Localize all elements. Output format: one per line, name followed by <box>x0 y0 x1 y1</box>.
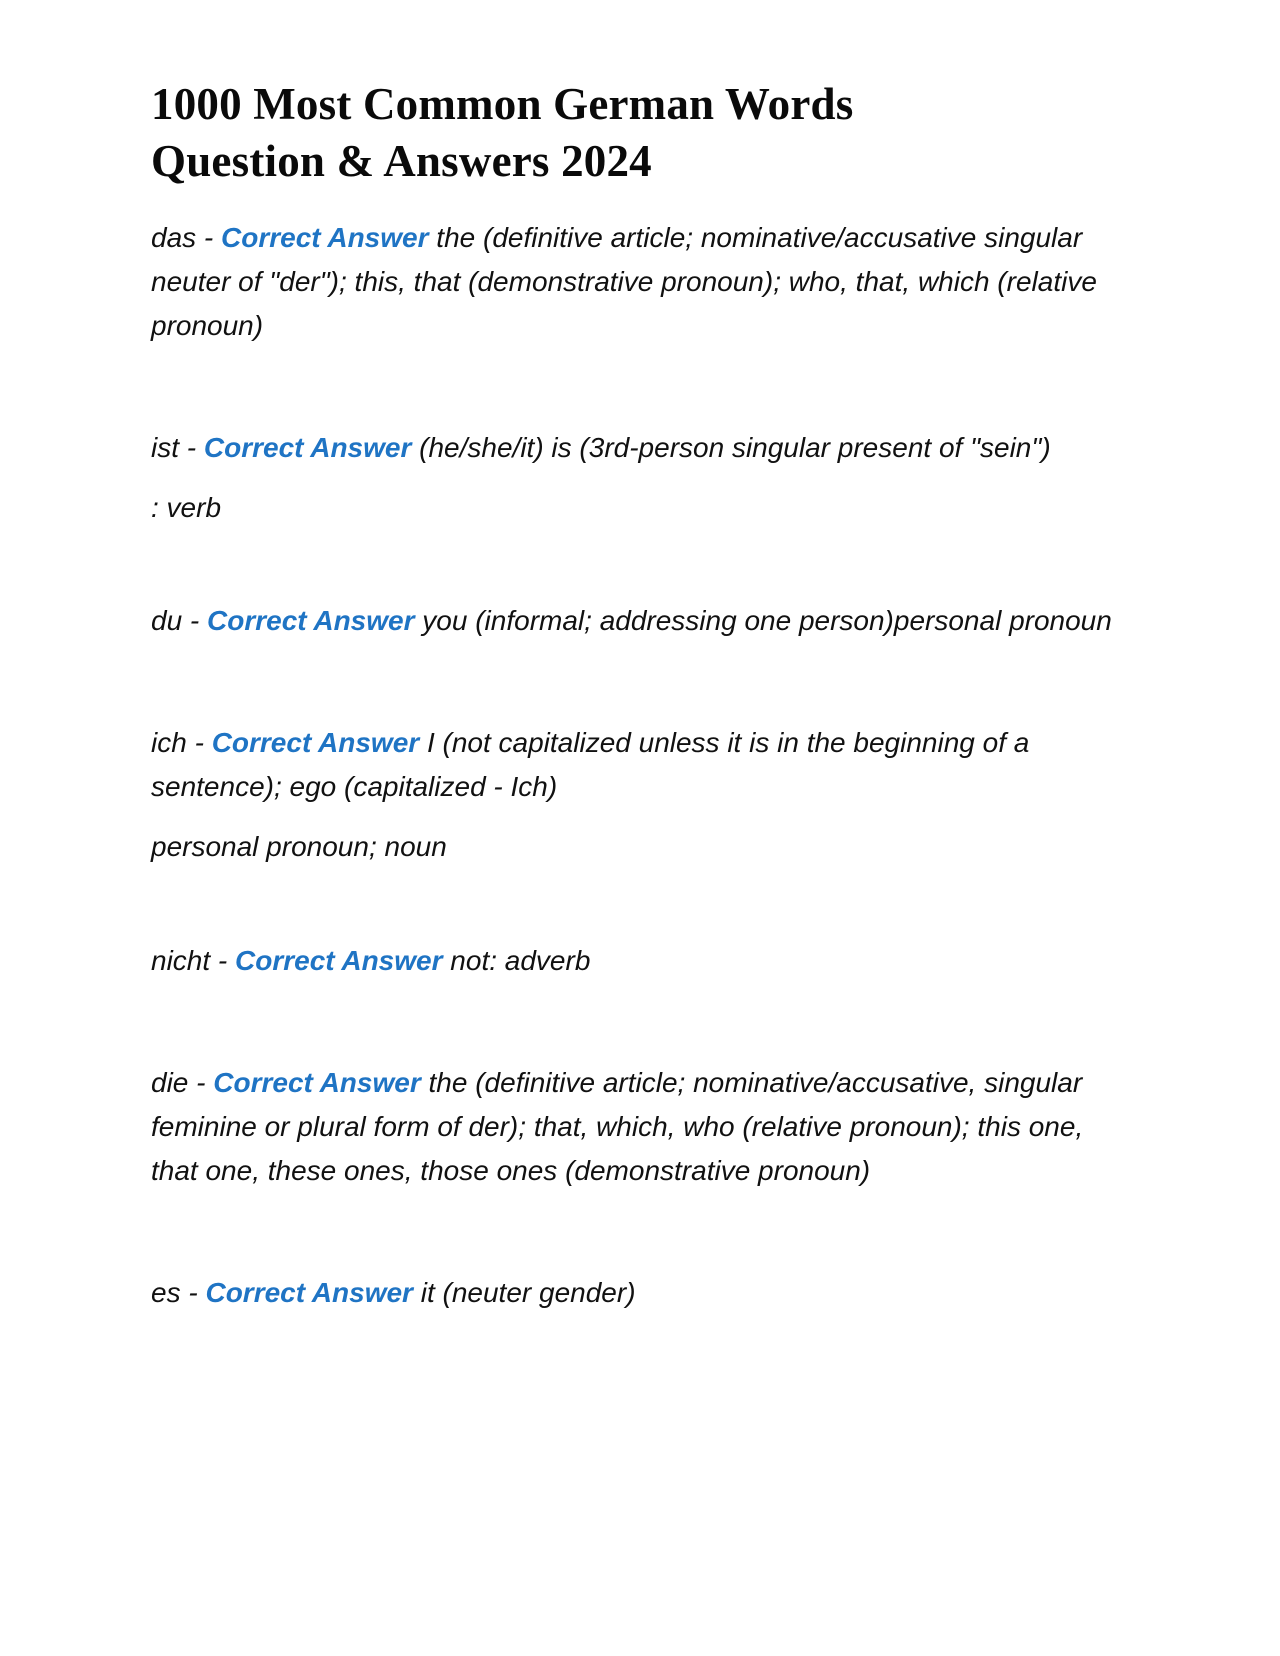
entry-term: die - <box>151 1067 214 1098</box>
qa-entry-ich <box>151 721 1131 869</box>
entry-term: das - <box>151 222 222 253</box>
entry-term: es - <box>151 1277 206 1308</box>
qa-entry-die <box>151 1061 1131 1193</box>
document-page <box>151 76 1131 1315</box>
correct-answer-label: Correct Answer <box>205 1277 413 1308</box>
entry-term: ist - <box>151 432 204 463</box>
entry-extra-note: personal pronoun; noun <box>151 831 447 862</box>
entry-definition: (he/she/it) is (3rd-person singular present of "sein") <box>419 432 1051 463</box>
entry-question-line <box>151 216 1131 348</box>
correct-answer-label: Correct Answer <box>213 1067 421 1098</box>
qa-entry-ist <box>151 426 1131 530</box>
entry-definition: the (definitive article; nominative/accusative, singular feminine or plural form of der); that, which, who (relative pronoun); this one, that one, these ones, those ones (demonstrative pronoun) <box>151 1067 1084 1186</box>
correct-answer-label: Correct Answer <box>211 727 420 758</box>
correct-answer-label: Correct Answer <box>221 222 429 253</box>
entry-definition: the (definitive article; nominative/accusative singular neuter of "der"); this, that (demonstrative pronoun); who, that, which (relative pronoun) <box>151 222 1097 341</box>
entry-question-line <box>151 1061 1131 1193</box>
entry-definition: it (neuter gender) <box>420 1277 636 1308</box>
qa-entry-list <box>151 216 1131 1315</box>
correct-answer-label: Correct Answer <box>235 945 443 976</box>
entry-definition: I (not capitalized unless it is in the beginning of a sentence); ego (capitalized - Ich) <box>151 727 1030 802</box>
entry-question-line <box>151 599 1131 643</box>
qa-entry-das <box>151 216 1131 348</box>
entry-question-line <box>151 1271 1131 1315</box>
entry-question-line <box>151 939 1131 983</box>
entry-term: ich - <box>151 727 212 758</box>
entry-definition: not: adverb <box>450 945 591 976</box>
qa-entry-es <box>151 1271 1131 1315</box>
qa-entry-nicht <box>151 939 1131 983</box>
document-title-line-1: 1000 Most Common German Words <box>151 79 854 129</box>
qa-entry-du <box>151 599 1131 643</box>
correct-answer-label: Correct Answer <box>207 605 415 636</box>
entry-question-line <box>151 426 1131 470</box>
entry-definition: you (informal; addressing one person)personal pronoun <box>422 605 1112 636</box>
entry-extra-note: : verb <box>151 492 222 523</box>
entry-term: nicht - <box>151 945 236 976</box>
document-title-line-2: Question & Answers 2024 <box>151 136 652 186</box>
entry-term: du - <box>151 605 208 636</box>
document-title <box>151 76 1131 190</box>
correct-answer-label: Correct Answer <box>203 432 412 463</box>
entry-question-line <box>151 721 1131 809</box>
